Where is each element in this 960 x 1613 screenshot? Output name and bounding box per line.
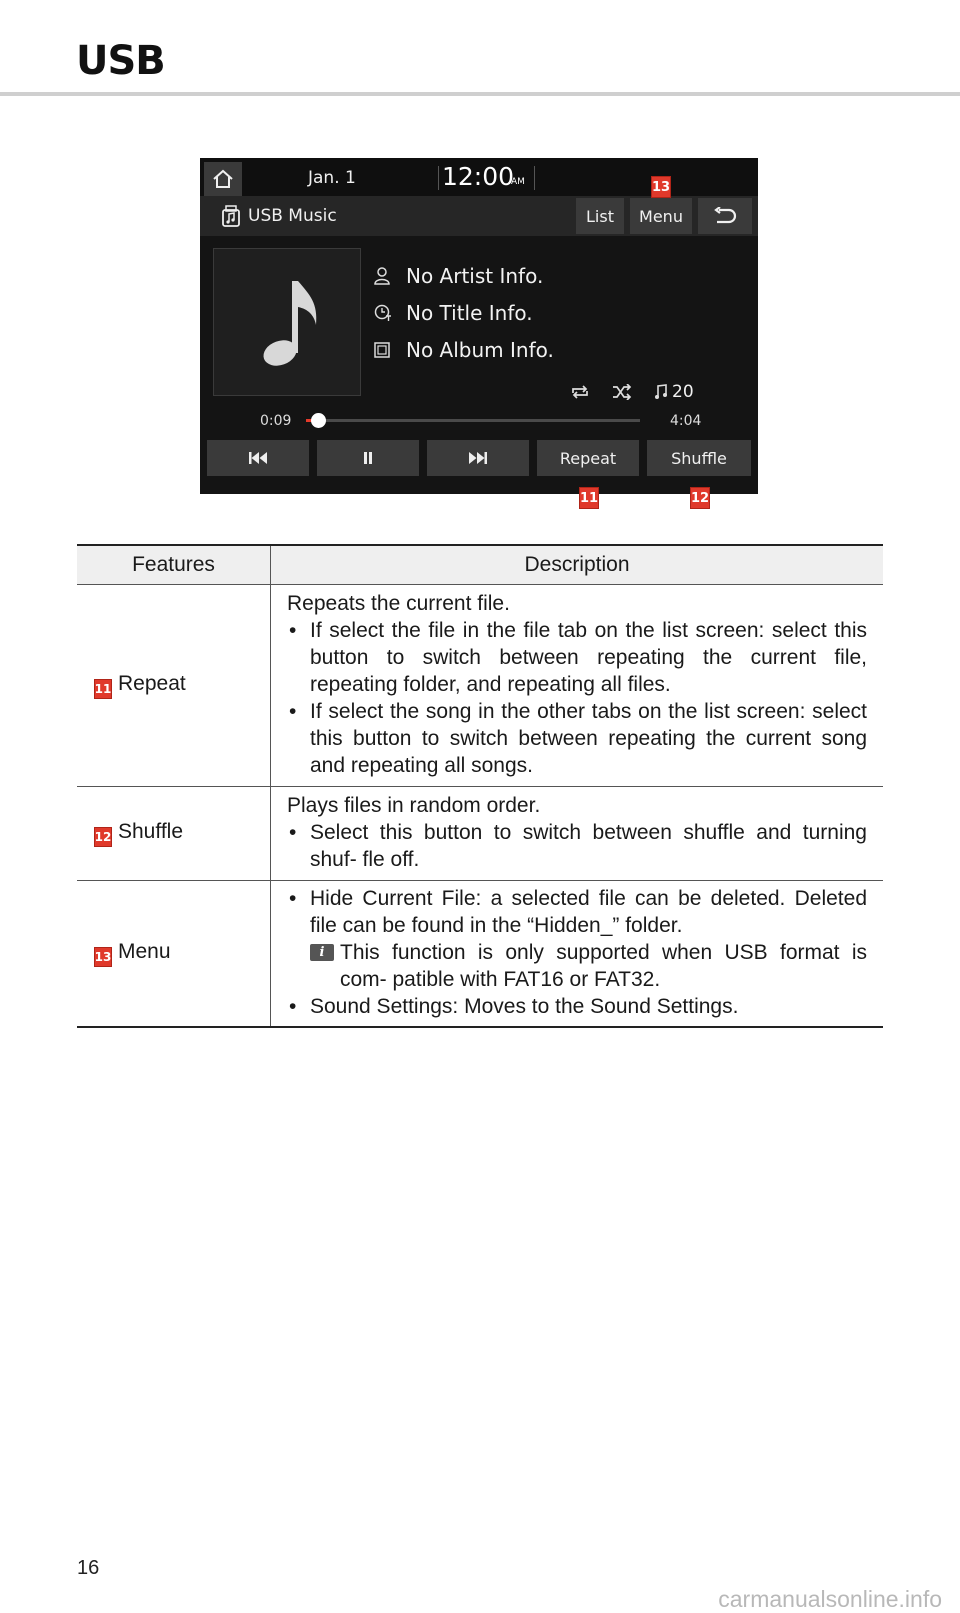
usb-music-screen [200, 158, 758, 494]
description-lead: Repeats the current file. [287, 592, 510, 615]
list-item: • Sound Settings: Moves to the Sound Settings. [287, 993, 867, 1020]
album-icon [374, 342, 390, 358]
progress-knob[interactable] [311, 413, 326, 428]
description-header: Description [271, 545, 884, 585]
skip-forward-icon [468, 452, 488, 464]
info-icon: i [310, 944, 334, 961]
callout-11: 11 [579, 487, 599, 509]
title-divider [0, 92, 960, 96]
callout-13: 13 [651, 176, 671, 198]
menu-button[interactable]: Menu [630, 198, 692, 234]
artist-icon [374, 267, 390, 285]
playback-mode-indicators [570, 382, 694, 402]
list-item: • If select the file in the file tab on the list screen: select this button to switch between repeating the current file, repeating folder, and repeating all files. [287, 617, 867, 698]
progress-bar[interactable] [306, 419, 640, 422]
note-text: This function is only supported when USB format is com- patible with FAT16 or FAT32. [340, 941, 867, 991]
callout-12: 12 [94, 827, 112, 847]
total-time: 4:04 [670, 413, 702, 429]
bullet-text: • Hide Current File: a selected file can be deleted. Deleted file can be found in the “Hidden_” folder. [310, 887, 867, 937]
status-divider [534, 166, 535, 190]
pause-button[interactable] [317, 440, 419, 476]
next-track-button[interactable] [427, 440, 529, 476]
callout-13: 13 [94, 947, 112, 967]
callout-11: 11 [94, 679, 112, 699]
album-art [213, 248, 361, 396]
page-title: USB [76, 38, 165, 84]
description-cell [271, 787, 884, 881]
list-button[interactable]: List [576, 198, 624, 234]
table-row [77, 787, 883, 881]
shuffle-button[interactable]: Shuffle [647, 440, 751, 476]
artist-text: No Artist Info. [406, 264, 544, 288]
feature-name: Repeat [118, 672, 186, 695]
home-icon [212, 169, 234, 189]
source-title: USB Music [248, 206, 337, 226]
previous-track-button[interactable] [207, 440, 309, 476]
list-item: • Select this button to switch between shuffle and turning shuf- fle off. [287, 819, 867, 873]
music-note-icon [214, 249, 360, 395]
table-row [77, 881, 883, 1028]
elapsed-time: 0:09 [260, 413, 292, 429]
status-date: Jan. 1 [308, 168, 356, 188]
repeat-button[interactable]: Repeat [537, 440, 639, 476]
description-lead: Plays files in random order. [287, 794, 541, 817]
back-button[interactable] [698, 198, 752, 234]
album-row [374, 335, 554, 365]
feature-name: Shuffle [118, 820, 183, 843]
pause-icon [363, 452, 373, 464]
status-time: 12:00 [442, 162, 515, 191]
table-header-row [77, 545, 883, 585]
status-divider [438, 166, 439, 190]
skip-back-icon [248, 452, 268, 464]
title-row [374, 298, 533, 328]
watermark: carmanualsonline.info [718, 1586, 942, 1612]
title-text: No Title Info. [406, 301, 533, 325]
usb-music-icon [222, 205, 240, 227]
features-table [77, 544, 883, 1028]
features-header: Features [77, 545, 271, 585]
shuffle-icon [612, 384, 632, 400]
list-item [287, 885, 867, 993]
feature-cell [77, 787, 271, 881]
status-ampm: AM [511, 177, 525, 187]
title-bar [200, 196, 758, 236]
track-count: 20 [672, 382, 694, 402]
feature-cell [77, 585, 271, 787]
home-button[interactable] [204, 162, 242, 196]
album-text: No Album Info. [406, 338, 554, 362]
feature-cell [77, 881, 271, 1028]
info-note [310, 939, 867, 993]
back-icon [713, 207, 737, 225]
artist-row [374, 261, 543, 291]
track-count-icon [654, 384, 668, 400]
table-row [77, 585, 883, 787]
page-number: 16 [77, 1557, 100, 1579]
list-item: • If select the song in the other tabs on the list screen: select this button to switch between repeating the current song and repeating all songs. [287, 698, 867, 779]
repeat-icon [570, 384, 590, 400]
callout-12: 12 [690, 487, 710, 509]
description-cell [271, 585, 884, 787]
description-cell [271, 881, 884, 1028]
song-title-icon [374, 304, 392, 322]
status-bar [200, 158, 758, 196]
feature-name: Menu [118, 940, 171, 963]
